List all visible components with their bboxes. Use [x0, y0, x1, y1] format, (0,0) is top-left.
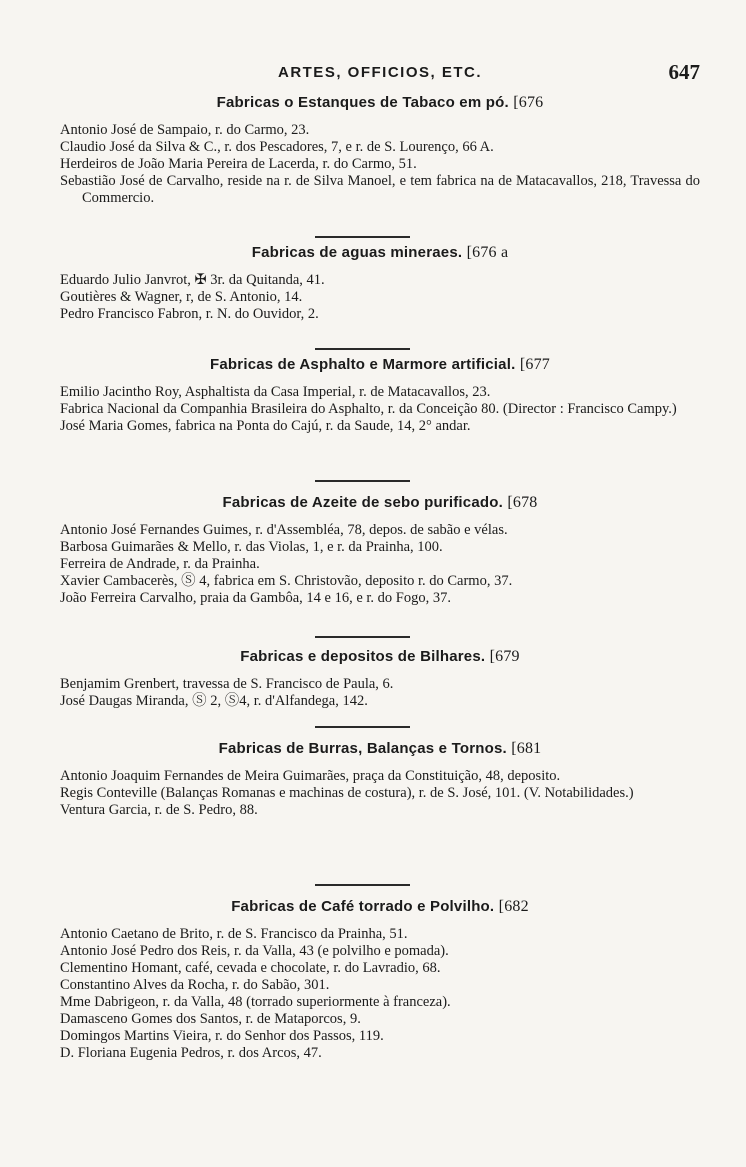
list-item: Damasceno Gomes dos Santos, r. de Mataporcos, 9. — [60, 1011, 361, 1027]
list-item: Domingos Martins Vieira, r. do Senhor dos Passos, 119. — [60, 1028, 384, 1044]
list-item: Xavier Cambacerès, Ⓢ 4, fabrica em S. Christovão, deposito r. do Carmo, 37. — [60, 573, 513, 589]
section-heading — [60, 244, 700, 262]
page-number: 647 — [668, 60, 700, 84]
list-item: Antonio Caetano de Brito, r. de S. Francisco da Prainha, 51. — [60, 926, 408, 942]
section-code: [681 — [511, 740, 542, 757]
section-code: [678 — [507, 494, 538, 511]
section-azeite-de-sebo — [60, 494, 700, 607]
list-item: Fabrica Nacional da Companhia Brasileira do Asphalto, r. da Conceição 80. (Director : Francisco Campy.) — [60, 401, 677, 417]
section-asphalto — [60, 356, 700, 435]
list-item: D. Floriana Eugenia Pedros, r. dos Arcos, 47. — [60, 1045, 322, 1061]
section-heading-text: Fabricas de Azeite de sebo purificado. — [222, 494, 503, 511]
list-item: Constantino Alves da Rocha, r. do Sabão, 301. — [60, 977, 330, 993]
list-item: Sebastião José de Carvalho, reside na r. de Silva Manoel, e tem fabrica na de Matacavallos, 218, Travessa do Commercio. — [60, 173, 700, 206]
section-bilhares — [60, 648, 700, 710]
section-code: [676 — [513, 94, 544, 111]
section-tabaco — [60, 94, 700, 207]
section-divider — [315, 480, 410, 482]
list-item: Pedro Francisco Fabron, r. N. do Ouvidor, 2. — [60, 306, 319, 322]
list-item: Claudio José da Silva & C., r. dos Pescadores, 7, e r. de S. Lourenço, 66 A. — [60, 139, 494, 155]
section-heading-text: Fabricas de aguas mineraes. — [251, 244, 463, 261]
list-item: Ventura Garcia, r. de S. Pedro, 88. — [60, 802, 258, 818]
section-code: [679 — [489, 648, 520, 665]
list-item: Clementino Homant, café, cevada e chocolate, r. do Lavradio, 68. — [60, 960, 441, 976]
section-aguas-mineraes — [60, 244, 700, 323]
section-divider — [315, 636, 410, 638]
list-item: Mme Dabrigeon, r. da Valla, 48 (torrado superiormente à franceza). — [60, 994, 451, 1010]
running-head — [60, 60, 700, 88]
list-item: Ferreira de Andrade, r. da Prainha. — [60, 556, 260, 572]
section-heading — [60, 94, 700, 112]
section-heading-text: Fabricas de Asphalto e Marmore artificial. — [210, 356, 516, 373]
list-item: Antonio José de Sampaio, r. do Carmo, 23. — [60, 122, 310, 138]
section-divider — [315, 348, 410, 350]
running-head-title: ARTES, OFFICIOS, ETC. — [277, 64, 482, 81]
list-item: Antonio José Fernandes Guimes, r. d'Assembléa, 78, depos. de sabão e vélas. — [60, 522, 508, 538]
section-divider — [315, 726, 410, 728]
list-item: Antonio Joaquim Fernandes de Meira Guimarães, praça da Constituição, 48, deposito. — [60, 768, 561, 784]
section-code: [677 — [519, 356, 550, 373]
section-code: [676 a — [466, 244, 509, 261]
list-item: Barbosa Guimarães & Mello, r. das Violas, 1, e r. da Prainha, 100. — [60, 539, 443, 555]
list-item: Benjamim Grenbert, travessa de S. Francisco de Paula, 6. — [60, 676, 394, 692]
section-code: [682 — [498, 898, 529, 915]
section-heading — [60, 740, 700, 758]
section-cafe-torrado — [60, 898, 700, 1062]
list-item: Eduardo Julio Janvrot, ✠ 3r. da Quitanda, 41. — [60, 272, 325, 288]
section-divider — [315, 884, 410, 886]
section-heading — [60, 648, 700, 666]
section-divider — [315, 236, 410, 238]
section-burras-balancas — [60, 740, 700, 819]
list-item: João Ferreira Carvalho, praia da Gambôa, 14 e 16, e r. do Fogo, 37. — [60, 590, 451, 606]
list-item: Regis Conteville (Balanças Romanas e machinas de costura), r. de S. José, 101. (V. Notabilidades.) — [60, 785, 634, 801]
section-heading-text: Fabricas de Burras, Balanças e Tornos. — [218, 740, 507, 757]
list-item: Antonio José Pedro dos Reis, r. da Valla, 43 (e polvilho e pomada). — [60, 943, 449, 959]
list-item: Herdeiros de João Maria Pereira de Lacerda, r. do Carmo, 51. — [60, 156, 417, 172]
section-heading-text: Fabricas e depositos de Bilhares. — [240, 648, 486, 665]
list-item: Goutières & Wagner, r, de S. Antonio, 14. — [60, 289, 303, 305]
section-heading — [60, 494, 700, 512]
list-item: Emilio Jacintho Roy, Asphaltista da Casa Imperial, r. de Matacavallos, 23. — [60, 384, 491, 400]
section-heading-text: Fabricas o Estanques de Tabaco em pó. — [216, 94, 509, 111]
section-heading — [60, 898, 700, 916]
section-heading-text: Fabricas de Café torrado e Polvilho. — [231, 898, 495, 915]
list-item: José Daugas Miranda, Ⓢ 2, Ⓢ4, r. d'Alfandega, 142. — [60, 693, 368, 709]
list-item: José Maria Gomes, fabrica na Ponta do Cajú, r. da Saude, 14, 2° andar. — [60, 418, 471, 434]
section-heading — [60, 356, 700, 374]
